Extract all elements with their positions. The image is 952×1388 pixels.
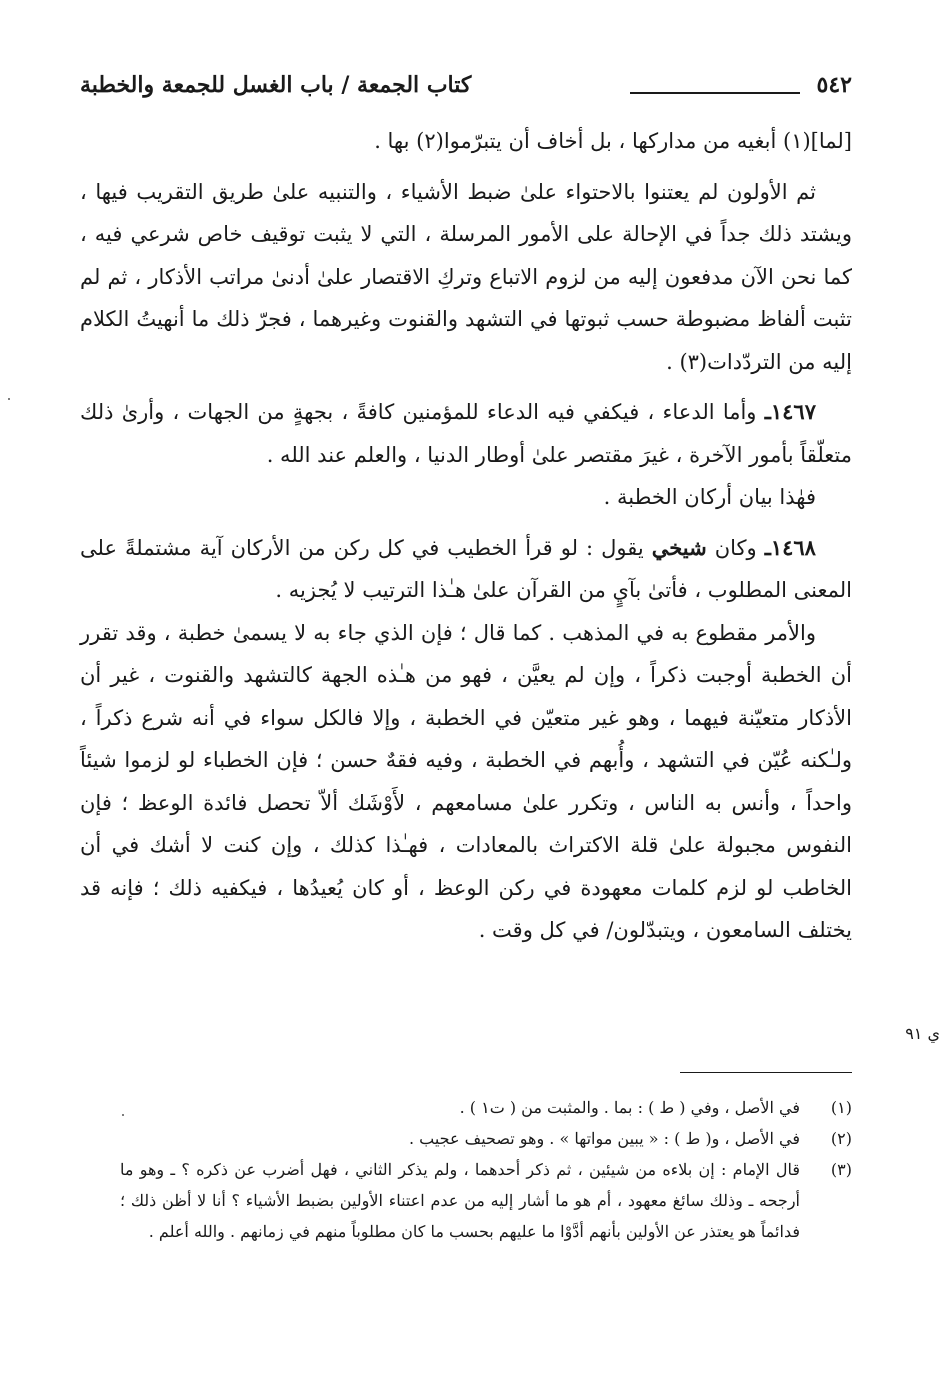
- footnote-number: (٢): [830, 1129, 852, 1148]
- paragraph-number: ١٤٦٨ـ: [764, 534, 816, 560]
- paragraph-number: ١٤٦٧ـ: [764, 399, 816, 424]
- footnote: [120, 1123, 852, 1154]
- paragraph-text: يقول : لو قرأ الخطيب في كل ركن من الأركان آية مشتملةً على المعنى المطلوب ، فأتىٰ بآيٍ من القرآن علىٰ هـٰذا الترتيب لا يُجزيه .: [80, 535, 852, 602]
- header-rule: [630, 92, 800, 94]
- footnote-number: (٣): [830, 1160, 852, 1179]
- numbered-paragraph-1468: [80, 527, 852, 612]
- paragraph-continuation: [80, 120, 852, 163]
- scan-speck: [122, 1114, 124, 1116]
- footnote-text: قال الإمام : إن بلاءه من شيئين ، ثم ذكر أحدهما ، ولم يذكر الثاني ، فهل أضرب عن ذكره ؟ ـ وهو ما أرجحه ـ وذلك سائغ معهود ، أم هو ما أشار إليه من عدم اعتناء الأولين بضبط الأشياء ؟ أنا لا أظن ذلك ؛ فدائماً هو يعتذر عن الأولين بأنهم أدَّوْا ما عليهم بحسب ما كان مطلوباً منهم في زمانهم . والله أعلم .: [120, 1160, 800, 1241]
- scan-speck: [8, 398, 10, 400]
- paragraph: [80, 476, 852, 519]
- paragraph-text: فهٰذا بيان أركان الخطبة .: [603, 485, 816, 509]
- page-number: ٥٤٢: [816, 72, 852, 98]
- emphasized-word: شيخي: [651, 534, 707, 560]
- numbered-paragraph-1467: [80, 391, 852, 476]
- margin-reference: ي ٩١: [905, 1024, 940, 1043]
- footnote-text: في الأصل ، و( ط ) : « يبين مواتها » . وهو تصحيف عجيب .: [408, 1129, 800, 1148]
- paragraph-text: [لما](١) أبغيه من مداركها ، بل أخاف أن يتبرّموا(٢) بها .: [374, 129, 852, 153]
- paragraph-lead: وكان: [714, 535, 757, 560]
- main-text: [80, 120, 852, 952]
- paragraph-text: والأمر مقطوع به في المذهب . كما قال ؛ فإن الذي جاء به لا يسمىٰ خطبة ، وقد تقرر أن الخطبة أوجبت ذكراً ، وإن لم يعيَّن ، فهو من هـٰذه الجهة كالتشهد والقنوت ، غير أن الأذكار متعيّنة فيهما ، وهو غير متعيّن في الخطبة ، وإلا فالكل سواء في أنه شرع ذكراً ، ولـٰكنه عُيّن في التشهد ، وأُبهم في الخطبة ، وفيه فقهٌ حسن ؛ فإن الخطباء لو لزموا شيئاً واحداً ، وأنس به الناس ، وتكرر علىٰ مسامعهم ، لأَوْشَك ألاّ تحصل فائدة الوعظ ؛ فإن النفوس مجبولة علىٰ قلة الاكتراث بالمعادات ، فهـٰذا كذلك ، وإن كنت لا أشك في أن الخاطب لو لزم كلمات معهودة في ركن الوعظ ، أو كان يُعيدُها ، فيكفيه ذلك ؛ فإنه قد يختلف السامعون ، ويتبدّلون/ في كل وقت .: [80, 620, 852, 942]
- footnotes: [120, 1092, 852, 1247]
- paragraph: [80, 612, 852, 952]
- footnote-text: في الأصل ، وفي ( ط ) : بما . والمثبت من ( ت١ ) .: [459, 1098, 800, 1117]
- running-title: كتاب الجمعة / باب الغسل للجمعة والخطبة: [80, 72, 472, 98]
- paragraph-text: ثم الأولون لم يعتنوا بالاحتواء علىٰ ضبط الأشياء ، والتنبيه علىٰ طريق التقريب فيها ، ويشتد ذلك جداً في الإحالة على الأمور المرسلة ، التي لا يثبت توقيف خاص شرعي فيه ، كما نحن الآن مدفعون إليه من لزوم الاتباع وتركِ الاقتصار علىٰ أدنىٰ مراتب الأذكار ، ثم لم تثبت ألفاظ مضبوطة حسب ثبوتها في التشهد والقنوت وغيرهما ، فجرّ ذلك ما أنهيتُ الكلام إليه من التردّدات(٣) .: [80, 179, 852, 374]
- footnote: [120, 1154, 852, 1247]
- paragraph-text: وأما الدعاء ، فيكفي فيه الدعاء للمؤمنين كافةً ، بجهةٍ من الجهات ، وأرىٰ ذلك متعلّقاً بأمور الآخرة ، غيرَ مقتصر علىٰ أوطار الدنيا ، والعلم عند الله .: [80, 400, 852, 467]
- paragraph: [80, 171, 852, 384]
- footnote-separator: [680, 1072, 852, 1073]
- footnote-number: (١): [830, 1098, 852, 1117]
- footnote: [120, 1092, 852, 1123]
- page-header: [80, 68, 852, 108]
